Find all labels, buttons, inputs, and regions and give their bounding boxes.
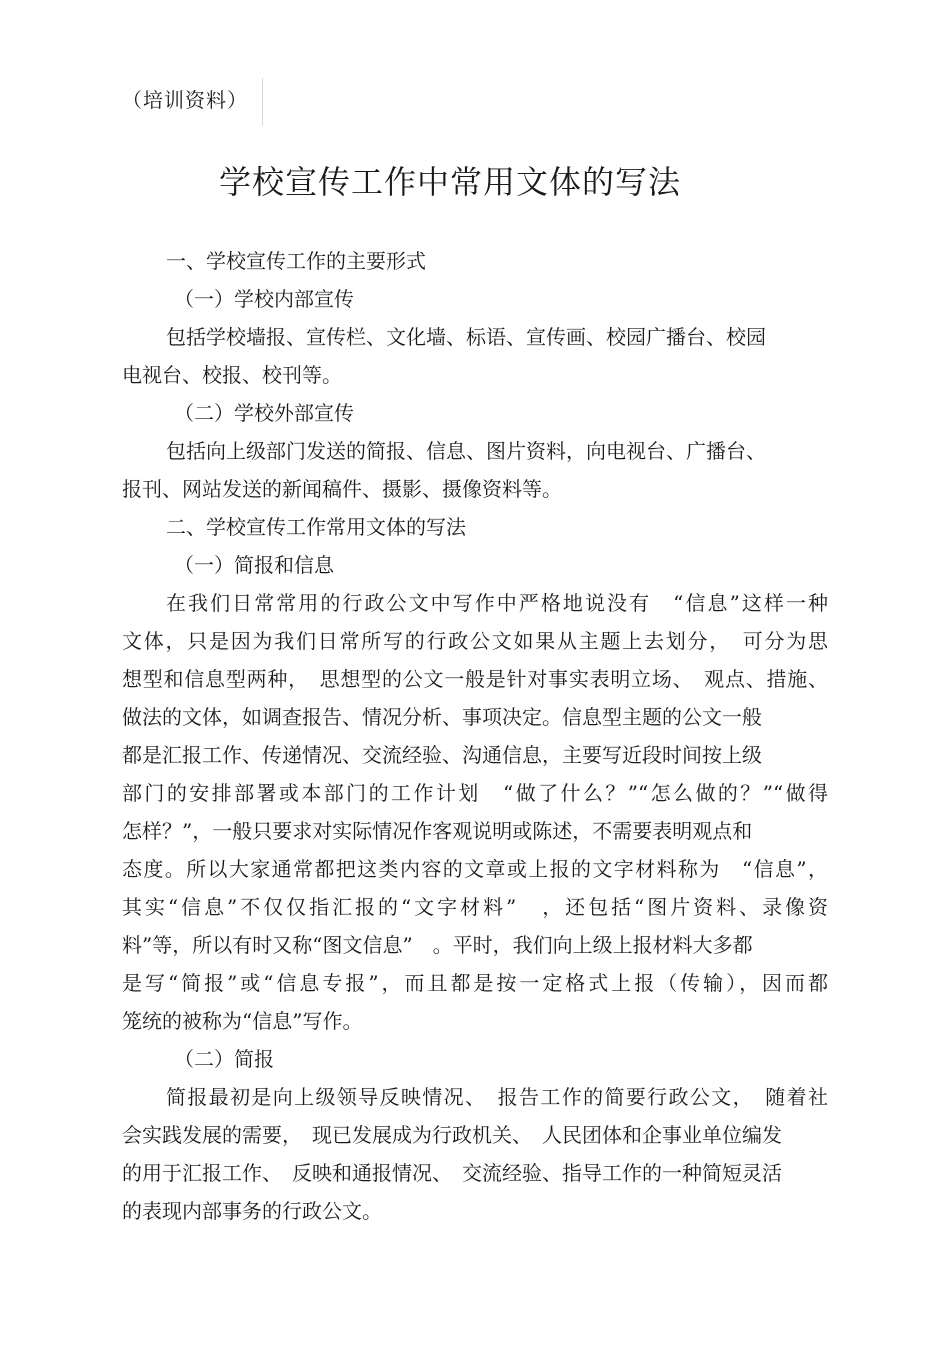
text-line: 怎样？”，一般只要求对实际情况作客观说明或陈述，不需要表明观点和 (122, 819, 753, 843)
text-line: 简报最初是向上级领导反映情况、 报告工作的简要行政公文， 随着社 (166, 1085, 828, 1109)
text-line: 是写“简报”或“信息专报”，而且都是按一定格式上报（传输），因而都 (122, 971, 828, 995)
text-line: 笼统的被称为“信息”写作。 (122, 1009, 363, 1033)
text-line: （一）简报和信息 (174, 553, 334, 577)
text-line: （二）学校外部宣传 (174, 401, 354, 425)
text-line: （二）简报 (174, 1047, 274, 1071)
note-divider (262, 78, 263, 126)
text-line: 料”等，所以有时又称“图文信息” 。平时，我们向上级上报材料大多都 (122, 933, 753, 957)
text-line: 会实践发展的需要， 现已发展成为行政机关、 人民团体和企事业单位编发 (122, 1123, 782, 1147)
text-line: 做法的文体，如调查报告、情况分析、事项决定。信息型主题的公文一般 (122, 705, 762, 729)
text-line: 文体，只是因为我们日常所写的行政公文如果从主题上去划分， 可分为思 (122, 629, 828, 653)
text-line: 都是汇报工作、传递情况、交流经验、沟通信息，主要写近段时间按上级 (122, 743, 762, 767)
text-line: 二、学校宣传工作常用文体的写法 (166, 515, 466, 539)
training-material-note: （培训资料） (122, 88, 248, 112)
text-line: 包括学校墙报、宣传栏、文化墙、标语、宣传画、校园广播台、校园 (166, 325, 766, 349)
text-line: （一）学校内部宣传 (174, 287, 354, 311)
text-line: 报刊、网站发送的新闻稿件、摄影、摄像资料等。 (122, 477, 562, 501)
text-line: 的表现内部事务的行政公文。 (122, 1199, 382, 1223)
text-line: 的用于汇报工作、 反映和通报情况、 交流经验、指导工作的一种简短灵活 (122, 1161, 782, 1185)
document-body (122, 242, 828, 1230)
text-line: 一、学校宣传工作的主要形式 (166, 249, 426, 273)
text-line: 包括向上级部门发送的简报、信息、图片资料，向电视台、广播台、 (166, 439, 766, 463)
text-line: 电视台、校报、校刊等。 (122, 363, 342, 387)
text-line: 其实“信息”不仅仅指汇报的“文字材料” ，还包括“图片资料、录像资 (122, 895, 828, 919)
page-title: 学校宣传工作中常用文体的写法 (218, 163, 681, 201)
text-line: 在我们日常常用的行政公文中写作中严格地说没有 “信息”这样一种 (166, 591, 828, 615)
text-line: 部门的安排部署或本部门的工作计划 “做了什么？”“怎么做的？”“做得 (122, 781, 828, 805)
text-line: 想型和信息型两种， 思想型的公文一般是针对事实表明立场、 观点、措施、 (122, 667, 828, 691)
text-line: 态度。所以大家通常都把这类内容的文章或上报的文字材料称为 “信息”， (122, 857, 828, 881)
